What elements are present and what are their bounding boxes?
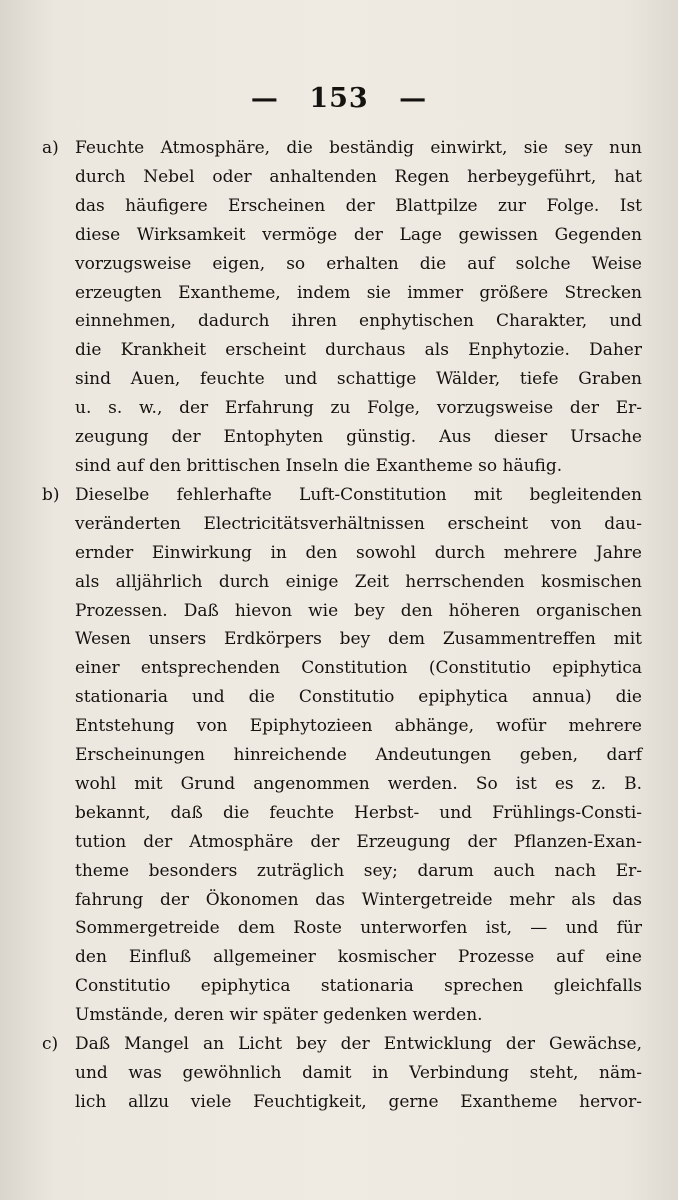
text-line: wohl mit Grund angenommen werden. So ist es z. B. bbox=[75, 773, 642, 794]
text-line: stationaria und die Constitutio epiphytica annua) die bbox=[75, 687, 642, 708]
text-line: einnehmen, dadurch ihren enphytischen Charakter, und bbox=[75, 311, 642, 332]
text-line: durch Nebel oder anhaltenden Regen herbeygeführt, hat bbox=[75, 166, 642, 187]
header-dash-right: — bbox=[399, 83, 428, 114]
text-line: diese Wirksamkeit vermöge der Lage gewissen Gegenden bbox=[75, 224, 642, 245]
page-header bbox=[0, 83, 678, 114]
text-line: Entstehung von Epiphytozieen abhänge, wofür mehrere bbox=[75, 716, 642, 737]
text-line: Daß Mangel an Licht bey der Entwicklung der Gewächse, bbox=[75, 1034, 642, 1055]
paragraph-marker: b) bbox=[42, 484, 60, 505]
paragraph-a bbox=[42, 134, 642, 481]
text-line: Umstände, deren wir später gedenken werden. bbox=[75, 1005, 483, 1026]
text-line: u. s. w., der Erfahrung zu Folge, vorzugsweise der Er- bbox=[75, 398, 642, 419]
paragraph-b bbox=[42, 481, 642, 1030]
text-line: bekannt, daß die feuchte Herbst- und Frühlings-Consti- bbox=[75, 802, 642, 823]
text-line: erzeugten Exantheme, indem sie immer größere Strecken bbox=[75, 282, 642, 303]
text-line: Feuchte Atmosphäre, die beständig einwirkt, sie sey nun bbox=[75, 138, 642, 158]
text-line: sind Auen, feuchte und schattige Wälder, tiefe Graben bbox=[75, 369, 642, 390]
text-line: ernder Einwirkung in den sowohl durch mehrere Jahre bbox=[75, 542, 642, 563]
text-line: theme besonders zuträglich sey; darum auch nach Er- bbox=[75, 860, 642, 881]
text-line: tution der Atmosphäre der Erzeugung der Pflanzen-Exan- bbox=[75, 831, 642, 852]
text-line: und was gewöhnlich damit in Verbindung steht, näm- bbox=[75, 1063, 642, 1083]
paragraph-marker: c) bbox=[42, 1034, 59, 1055]
text-line: Dieselbe fehlerhafte Luft-Constitution mit begleitenden bbox=[75, 484, 642, 505]
header-dash-left: — bbox=[250, 83, 279, 114]
text-line: das häufigere Erscheinen der Blattpilze zur Folge. Ist bbox=[75, 195, 642, 216]
text-line: Sommergetreide dem Roste unterworfen ist, — und für bbox=[75, 918, 642, 939]
text-line: die Krankheit erscheint durchaus als Enphytozie. Daher bbox=[75, 340, 642, 361]
paragraph-c bbox=[42, 1030, 642, 1117]
page-number: 153 bbox=[309, 83, 369, 114]
paragraph-marker: a) bbox=[42, 138, 59, 158]
text-line: als alljährlich durch einige Zeit herrschenden kosmischen bbox=[75, 571, 642, 592]
text-line: Wesen unsers Erdkörpers bey dem Zusammentreffen mit bbox=[75, 629, 642, 650]
text-line: Prozessen. Daß hievon wie bey den höheren organischen bbox=[75, 600, 642, 621]
text-line: einer entsprechenden Constitution (Constitutio epiphytica bbox=[75, 658, 642, 679]
text-line: zeugung der Entophyten günstig. Aus dieser Ursache bbox=[75, 427, 642, 448]
text-line: veränderten Electricitätsverhältnissen erscheint von dau- bbox=[75, 513, 642, 534]
text-line: sind auf den brittischen Inseln die Exantheme so häufig. bbox=[75, 455, 563, 476]
text-line: Constitutio epiphytica stationaria sprechen gleichfalls bbox=[75, 976, 642, 997]
text-line: vorzugsweise eigen, so erhalten die auf solche Weise bbox=[75, 253, 642, 274]
text-line: lich allzu viele Feuchtigkeit, gerne Exantheme hervor- bbox=[75, 1091, 642, 1112]
text-line: Erscheinungen hinreichende Andeutungen geben, darf bbox=[75, 745, 642, 766]
page-body bbox=[42, 134, 642, 1117]
text-line: den Einfluß allgemeiner kosmischer Prozesse auf eine bbox=[75, 947, 642, 968]
text-line: fahrung der Ökonomen das Wintergetreide mehr als das bbox=[75, 889, 642, 910]
